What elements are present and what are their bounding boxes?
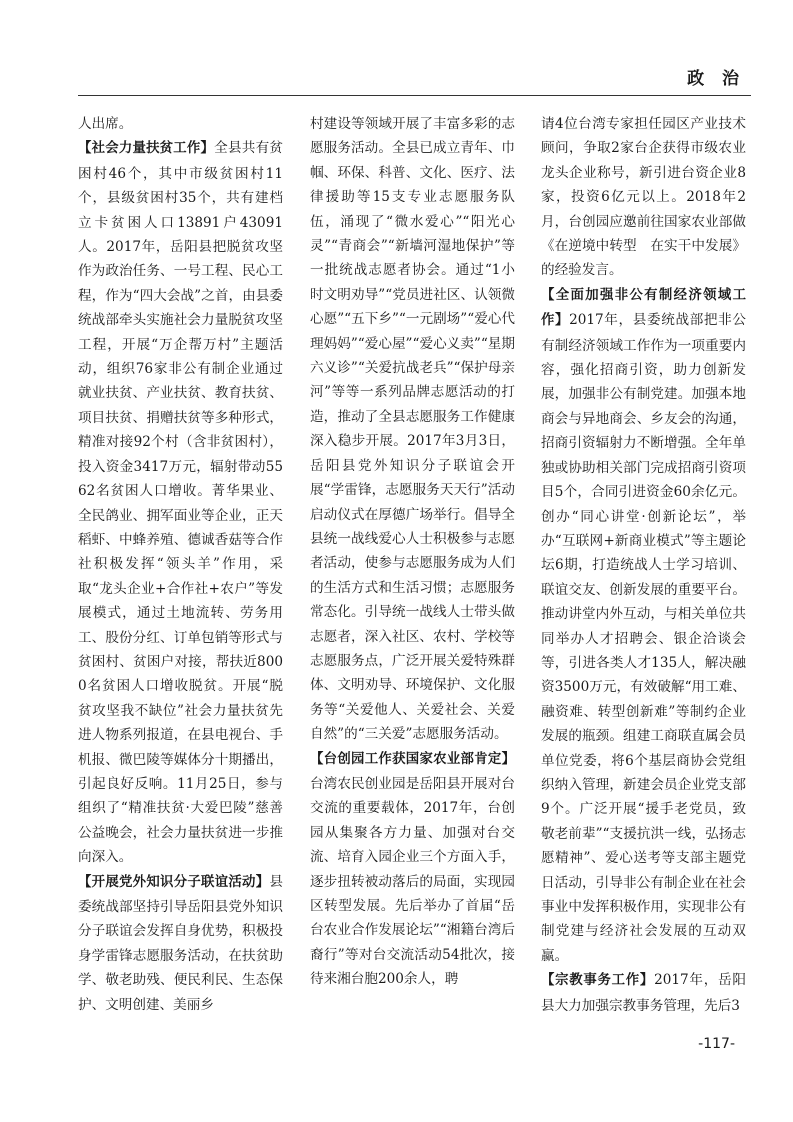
section-text: 县委统战部坚持引导岳阳县党外知识分子联谊会发挥自身优势，积极投身学雷锋志愿服务活动，在扶贫助学、敬老助残、便民利民、生态保护、文明创建、美丽乡: [78, 873, 283, 1013]
section-non-public-economy: [541, 283, 746, 968]
section-heading: 【台创园工作获国家农业部肯定】: [310, 751, 515, 767]
section-religious-affairs: [541, 968, 746, 1018]
page-number: -117-: [698, 1036, 735, 1052]
column-1: [78, 112, 283, 1017]
running-header-title: 政 治: [687, 69, 745, 89]
section-heading: 【开展党外知识分子联谊活动】: [78, 874, 270, 890]
section-text: 台湾农民创业园是岳阳县开展对台交流的重要载体，2017年，台创园从集聚各方力量、加强对台交流、培育入园企业三个方面入手，逐步扭转被动落后的局面，实现园区转型发展。先后举办了首届“岳台农业合作发展论坛”“湘籍台湾后裔行”等对台交流活动54批次，接待来湘台胞200余人，聘: [310, 775, 515, 988]
paragraph-text: 人出席。: [78, 116, 133, 132]
paragraph-continued: [310, 112, 515, 747]
column-2: [310, 112, 515, 992]
section-poverty-alleviation: [78, 136, 283, 869]
section-heading: 【宗教事务工作】: [541, 973, 655, 989]
paragraph-continued: [78, 112, 283, 136]
header-rule: [78, 95, 751, 96]
paragraph-text: 村建设等领域开展了丰富多彩的志愿服务活动。全县已成立青年、巾帼、环保、科普、文化、医疗、法律援助等15支专业志愿服务队伍，涌现了“微水爱心”“阳光心灵”“青商会”“新墙河湿地保护”等一批统战志愿者协会。通过“1小时文明劝导”“党员进社区、认领微心愿”“五下乡”“一元剧场”“爱心代理妈妈”“爱心屋”“爱心义卖”“星期六义诊”“关爱抗战老兵”“保护母亲河”等等一系列品牌志愿活动的打造，推动了全县志愿服务工作健康深入稳步开展。2017年3月3日，岳阳县党外知识分子联谊会开展“学雷锋，志愿服务天天行”活动启动仪式在厚德广场举行。倡导全县统一战线爱心人士积极参与志愿者活动，使参与志愿服务成为人们的生活方式和生活习惯；志愿服务常态化。引导统一战线人士带头做志愿者，深入社区、农村、学校等志愿服务点，广泛开展关爱特殊群体、文明劝导、环境保护、文化服务等“关爱他人、关爱社会、关爱自然”的“三关爱”志愿服务活动。: [310, 116, 515, 743]
column-3: [541, 112, 746, 1018]
paragraph-text: 请4位台湾专家担任园区产业技术顾问，争取2家台企获得市级农业龙头企业称号，新引进台资企业8家，投资6亿元以上。2018年2月，台创园应邀前往国家农业部做《在逆境中转型 在实干中发展》的经验发言。: [541, 116, 746, 279]
section-heading: 【全面加强非公有制经济领域工作】: [541, 287, 746, 329]
section-text: 全县共有贫困村46个，其中市级贫困村11个，县级贫困村35个，共有建档立卡贫困人口13891户43091人。2017年，岳阳县把脱贫攻坚作为政治任务、一号工程、民心工程，作为“四大会战”之首，由县委统战部牵头实施社会力量脱贫攻坚工程，开展“万企帮万村”主题活动，组织76家非公有制企业通过就业扶贫、产业扶贫、教育扶贫、项目扶贫、捐赠扶贫等多种形式，精准对接92个村（含非贫困村），投入资金3417万元，辐射带动5562名贫困人口增收。菁华果业、全民鸽业、拥军面业等企业，正天稻虾、中蜂养殖、德诚香菇等合作社积极发挥“领头羊”作用，采取“龙头企业+合作社+农户”等发展模式，通过土地流转、劳务用工、股份分红、订单包销等形式与贫困村、贫困户对接，帮扶近8000名贫困人口增收脱贫。开展“脱贫攻坚我不缺位”社会力量扶贫先进人物系列报道，在县电视台、手机报、微巴陵等媒体分十期播出，引起良好反响。11月25日，参与组织了“精准扶贫·大爱巴陵”慈善公益晚会，社会力量扶贫进一步推向深入。: [78, 140, 283, 866]
section-intellectual-association: [78, 870, 283, 1017]
section-text: 2017年，县委统战部把非公有制经济领域工作作为一项重要内容，强化招商引资，助力创新发展，加强非公有制党建。加强本地商会与异地商会、乡友会的沟通，招商引资辐射力不断增强。全年单独或协助相关部门完成招商引资项目5个，合同引进资金60余亿元。创办“同心讲堂·创新论坛”，举办“互联网+新商业模式”等主题论坛6期，打造统战人士学习培训、联谊交友、创新发展的重要平台。推动讲堂内外互动，与相关单位共同举办人才招聘会、银企洽谈会等，引进各类人才135人，解决融资3500万元，有效破解“用工难、融资难、转型创新难”等制约企业发展的瓶颈。组建工商联直属会员单位党委，将6个基层商协会党组织纳入管理，新建会员企业党支部9个。广泛开展“援手老党员，致敬老前辈”“支援抗洪一线，弘扬志愿精神”、爱心送考等支部主题党日活动，引导非公有制企业在社会事业中发挥积极作用，实现非公有制党建与经济社会发展的互动双赢。: [541, 312, 746, 964]
section-heading: 【社会力量扶贫工作】: [78, 141, 215, 157]
section-taiwan-park: [310, 747, 515, 992]
section-text: 2017年，岳阳县大力加强宗教事务管理，先后3: [541, 972, 746, 1014]
paragraph-continued: [541, 112, 746, 283]
